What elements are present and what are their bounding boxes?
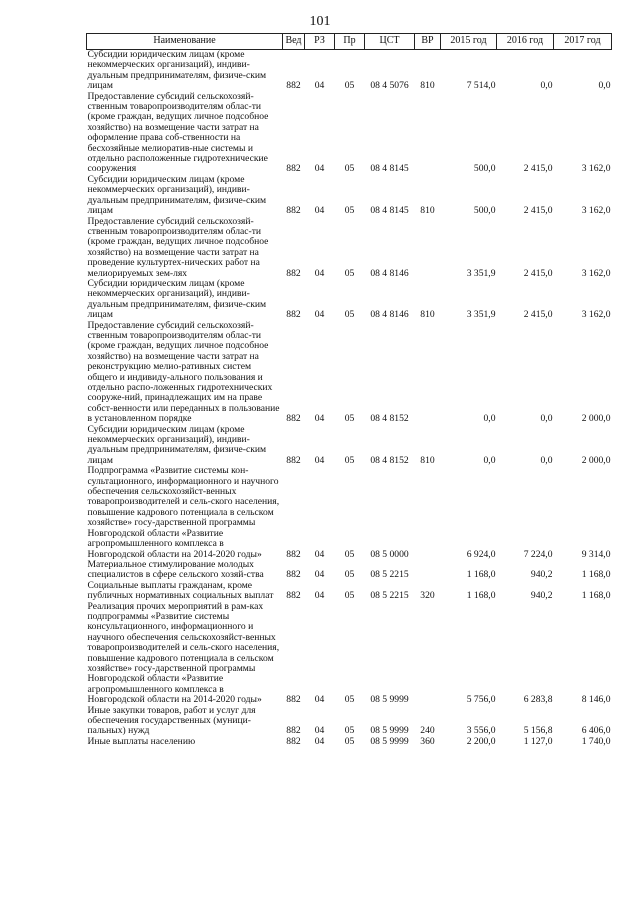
cell-name: Социальные выплаты гражданам, кроме публичных нормативных социальных выплат: [87, 579, 274, 602]
cell-rz: 04: [314, 694, 325, 706]
cell-vr: 240: [420, 725, 435, 737]
header-2015: 2015 год: [441, 34, 497, 50]
cell-ved: 882: [286, 569, 301, 581]
cell-vr: [415, 466, 441, 560]
cell-vr: 810: [420, 205, 435, 217]
cell-cst: 08 4 8152: [370, 454, 409, 466]
cell-pr: 05: [344, 725, 355, 737]
cell-pr: 05: [344, 569, 355, 581]
cell-cst: 08 5 2215: [370, 590, 409, 602]
cell-rz: 04: [314, 548, 325, 560]
cell-ved: 882: [286, 590, 301, 602]
cell-vr: [415, 321, 441, 425]
cell-pr: 05: [344, 548, 355, 560]
cell-y2016: 6 283,8: [523, 694, 553, 706]
cell-ved: 882: [286, 735, 301, 747]
cell-ved: 882: [286, 548, 301, 560]
header-vr: ВР: [415, 34, 441, 50]
cell-pr: 05: [344, 267, 355, 279]
cell-name: Предоставление субсидий сельскохозяй-ственным товаропроизводителям облас-ти (кроме граждан, ведущих личное подсобное хозяйство) на возмещение части затрат на оформление права соб-ственности на бесхозяйные мелиоратив-ные системы и отдельно расположенные гидротехнические сооружения: [87, 90, 269, 175]
cell-name: Субсидии юридическим лицам (кроме некоммерческих организаций), индиви-дуальным предпринимателям, физиче-ским лицам: [87, 423, 267, 466]
cell-y2015: 5 756,0: [466, 694, 496, 706]
header-pr: Пр: [335, 34, 365, 50]
cell-y2017: 0,0: [598, 80, 611, 92]
cell-y2016: 7 224,0: [523, 548, 553, 560]
cell-y2016: 2 415,0: [523, 205, 553, 217]
cell-pr: 05: [344, 735, 355, 747]
page-number: 101: [309, 14, 331, 29]
cell-ved: 882: [286, 725, 301, 737]
cell-y2016: 5 156,8: [523, 725, 553, 737]
cell-cst: 08 5 9999: [370, 694, 409, 706]
cell-y2016: 2 415,0: [523, 309, 553, 321]
table-row: [87, 50, 612, 92]
cell-y2017: 1 740,0: [581, 735, 611, 747]
cell-rz: 04: [314, 413, 325, 425]
table-row: [87, 175, 612, 217]
cell-ved: 882: [286, 267, 301, 279]
cell-rz: 04: [314, 267, 325, 279]
cell-pr: 05: [344, 205, 355, 217]
cell-cst: 08 4 8146: [370, 309, 409, 321]
table-row: [87, 217, 612, 279]
table-row: [87, 279, 612, 321]
cell-cst: 08 5 9999: [370, 725, 409, 737]
cell-y2015: 3 351,9: [466, 267, 496, 279]
cell-y2017: 2 000,0: [581, 413, 611, 425]
cell-pr: 05: [344, 163, 355, 175]
cell-y2017: 9 314,0: [581, 548, 611, 560]
cell-rz: 04: [314, 569, 325, 581]
cell-rz: 04: [314, 163, 325, 175]
cell-vr: [415, 92, 441, 175]
table-row: [87, 581, 612, 602]
table-row: [87, 425, 612, 467]
cell-y2015: 0,0: [483, 413, 496, 425]
cell-name: Реализация прочих мероприятий в рам-ках подпрограммы «Развитие системы консультационного, информационного и научного обеспечения сельскохозяйст-венных товаропроизводителей и сель-ского населения, повышение кадрового потенциала в сельском хозяйстве» госу-дарственной программы Новгородской области «Развитие агропромышленного комплекса в Новгородской области на 2014-2020 годы»: [87, 600, 280, 706]
cell-name: Субсидии юридическим лицам (кроме некоммерческих организаций), индиви-дуальным предпринимателям, физиче-ским лицам: [87, 173, 267, 217]
cell-y2016: 940,2: [530, 569, 553, 581]
table-row: [87, 737, 612, 747]
cell-vr: [415, 560, 441, 581]
cell-y2015: 7 514,0: [466, 80, 496, 92]
cell-ved: 882: [286, 309, 301, 321]
cell-name: Материальное стимулирование молодых специалистов в сфере сельского хозяй-ства: [87, 558, 264, 581]
cell-y2015: 2 200,0: [466, 735, 496, 747]
cell-pr: 05: [344, 80, 355, 92]
table-row: [87, 560, 612, 581]
cell-pr: 05: [344, 454, 355, 466]
table-header: [87, 34, 612, 50]
cell-y2015: 3 556,0: [466, 725, 496, 737]
cell-name: Иные выплаты населению: [87, 735, 196, 747]
table-row: [87, 466, 612, 560]
cell-y2015: 500,0: [473, 163, 496, 175]
cell-ved: 882: [286, 694, 301, 706]
cell-y2016: 0,0: [540, 413, 553, 425]
cell-y2017: 8 146,0: [581, 694, 611, 706]
cell-cst: 08 5 0000: [370, 548, 409, 560]
cell-y2015: 6 924,0: [466, 548, 496, 560]
cell-y2015: 0,0: [483, 454, 496, 466]
cell-rz: 04: [314, 735, 325, 747]
budget-table: [86, 33, 612, 747]
cell-cst: 08 4 5076: [370, 80, 409, 92]
cell-vr: 810: [420, 309, 435, 321]
cell-rz: 04: [314, 80, 325, 92]
cell-y2016: 0,0: [540, 454, 553, 466]
cell-ved: 882: [286, 413, 301, 425]
cell-pr: 05: [344, 413, 355, 425]
header-rz: РЗ: [305, 34, 335, 50]
cell-y2017: 3 162,0: [581, 163, 611, 175]
cell-vr: 810: [420, 80, 435, 92]
cell-vr: [415, 602, 441, 706]
cell-cst: 08 5 9999: [370, 735, 409, 747]
cell-cst: 08 4 8152: [370, 413, 409, 425]
cell-y2016: 940,2: [530, 590, 553, 602]
cell-y2017: 3 162,0: [581, 309, 611, 321]
cell-y2017: 6 406,0: [581, 725, 611, 737]
cell-name: Предоставление субсидий сельскохозяй-ственным товаропроизводителям облас-ти (кроме граждан, ведущих личное подсобное хозяйство) на возмещение части затрат на реконструкцию мелио-ративных систем общего и индивиду-ального пользования и отдельно распо-ложенных гидротехнических сооруже-ний, принадлежащих им на праве собст-венности или переданных в пользование в установленном порядке: [87, 319, 280, 425]
cell-y2015: 3 351,9: [466, 309, 496, 321]
cell-y2016: 0,0: [540, 80, 553, 92]
header-cst: ЦСТ: [365, 34, 415, 50]
cell-rz: 04: [314, 309, 325, 321]
header-ved: Вед: [283, 34, 305, 50]
cell-ved: 882: [286, 454, 301, 466]
cell-name: Подпрограмма «Развитие системы кон-сультационного, информационного и научного обеспечения сельскохозяйст-венных товаропроизводителей и сель-ского населения, повышение кадрового потенциала в сельском хозяйстве» госу-дарственной программы Новгородской области «Развитие агропромышленного комплекса в Новгородской области на 2014-2020 годы»: [87, 465, 280, 560]
cell-y2016: 2 415,0: [523, 163, 553, 175]
cell-vr: 810: [420, 454, 435, 466]
cell-rz: 04: [314, 725, 325, 737]
cell-y2017: 3 162,0: [581, 267, 611, 279]
cell-cst: 08 4 8145: [370, 163, 409, 175]
table-row: [87, 92, 612, 175]
cell-vr: 320: [420, 590, 435, 602]
cell-pr: 05: [344, 590, 355, 602]
cell-y2017: 1 168,0: [581, 569, 611, 581]
cell-y2017: 2 000,0: [581, 454, 611, 466]
table-row: [87, 706, 612, 737]
cell-y2017: 3 162,0: [581, 205, 611, 217]
cell-pr: 05: [344, 309, 355, 321]
cell-cst: 08 4 8146: [370, 267, 409, 279]
table-body: [87, 50, 612, 748]
cell-ved: 882: [286, 205, 301, 217]
cell-y2016: 2 415,0: [523, 267, 553, 279]
header-2017: 2017 год: [554, 34, 612, 50]
cell-y2017: 1 168,0: [581, 590, 611, 602]
cell-y2015: 500,0: [473, 205, 496, 217]
cell-y2015: 1 168,0: [466, 590, 496, 602]
table-row: [87, 321, 612, 425]
cell-vr: 360: [420, 735, 435, 747]
cell-pr: 05: [344, 694, 355, 706]
header-2016: 2016 год: [497, 34, 554, 50]
cell-cst: 08 5 2215: [370, 569, 409, 581]
header-name: Наименование: [87, 34, 283, 50]
cell-rz: 04: [314, 590, 325, 602]
table-row: [87, 602, 612, 706]
cell-y2016: 1 127,0: [523, 735, 553, 747]
cell-ved: 882: [286, 80, 301, 92]
cell-ved: 882: [286, 163, 301, 175]
cell-name: Иные закупки товаров, работ и услуг для обеспечения государственных (муници-пальных) нужд: [87, 704, 256, 737]
cell-name: Предоставление субсидий сельскохозяй-ственным товаропроизводителям облас-ти (кроме граждан, ведущих личное подсобное хозяйство) на возмещение части затрат на проведение культуртех-нических работ на мелиорируемых зем-лях: [87, 215, 269, 279]
cell-rz: 04: [314, 205, 325, 217]
cell-y2015: 1 168,0: [466, 569, 496, 581]
cell-cst: 08 4 8145: [370, 205, 409, 217]
cell-vr: [415, 217, 441, 279]
cell-name: Субсидии юридическим лицам (кроме некоммерческих организаций), индиви-дуальным предпринимателям, физиче-ским лицам: [87, 277, 267, 321]
cell-rz: 04: [314, 454, 325, 466]
cell-name: Субсидии юридическим лицам (кроме некоммерческих организаций), индиви-дуальным предпринимателям, физиче-ским лицам: [87, 49, 267, 92]
